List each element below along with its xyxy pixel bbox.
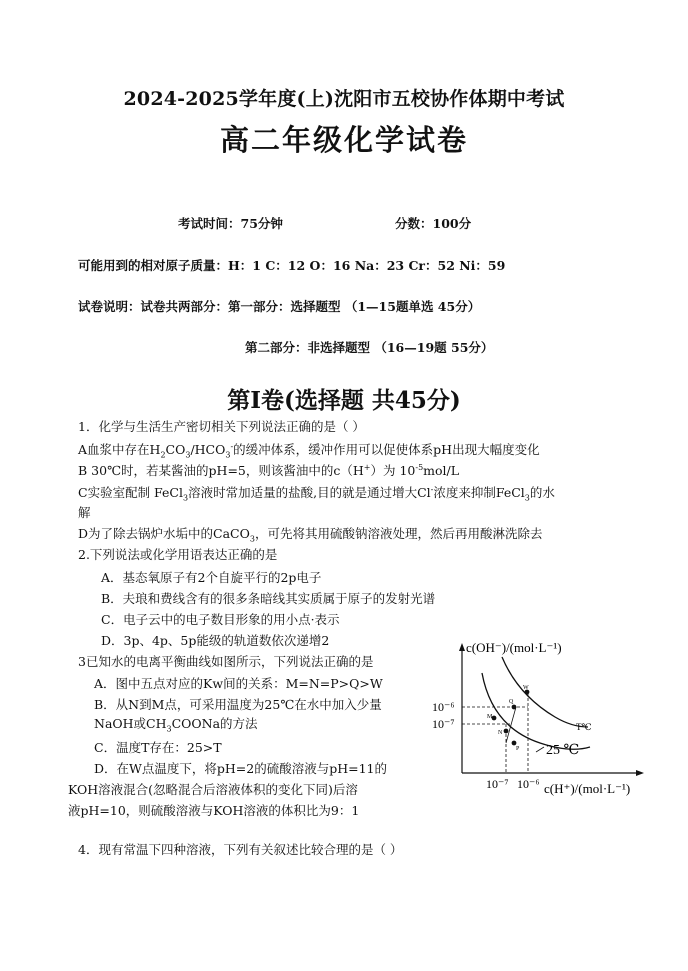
point-m-label: M bbox=[487, 714, 493, 720]
curve-25c bbox=[482, 673, 590, 749]
water-ionization-diagram bbox=[420, 635, 660, 800]
exam-title: 2024-2025学年度(上)沈阳市五校协作体期中考试 bbox=[123, 88, 565, 110]
q3-option-c: C．温度T存在：25>T bbox=[94, 740, 222, 755]
q3-option-d: D．在W点温度下，将pH=2的硫酸溶液与pH=11的 bbox=[94, 761, 387, 776]
x-tick-high: 10⁻⁶ bbox=[517, 777, 540, 791]
curve-t bbox=[502, 657, 588, 727]
point-p bbox=[512, 741, 517, 746]
q1-option-c: C实验室配制 FeCl$_3$溶液时常加适量的盐酸,目的就是通过增大Cl-浓度来抑制FeCl$_3$的水 bbox=[78, 484, 555, 503]
paper-description-part2: 第二部分：非选择题型 （16—19题 55分） bbox=[245, 340, 494, 355]
q1-option-c-continued: 解 bbox=[78, 505, 91, 520]
q3-option-a: A．图中五点对应的Kw间的关系：M=N=P>Q>W bbox=[94, 676, 383, 691]
q3-option-b: B．从N到M点，可采用温度为25℃在水中加入少量 bbox=[94, 697, 382, 712]
atomic-masses: 可能用到的相对原子质量：H：1 C：12 O：16 Na：23 Cr：52 Ni：59 bbox=[78, 258, 506, 273]
y-axis-label: c(OH⁻)/(mol·L⁻¹) bbox=[466, 640, 562, 655]
q3-stem: 3已知水的电离平衡曲线如图所示，下列说法正确的是 bbox=[78, 654, 374, 669]
paper-title: 高二年级化学试卷 bbox=[219, 123, 468, 157]
point-n bbox=[504, 729, 509, 734]
point-w-label: W bbox=[523, 685, 529, 691]
q3-option-b-continued: NaOH或$CH_3COONa$的方法 bbox=[94, 716, 258, 734]
point-n-label: N bbox=[498, 730, 503, 736]
x-tick-low: 10⁻⁷ bbox=[486, 777, 509, 791]
q1-option-b: B 30℃时，若某酱油的pH=5，则该酱油中的c（H+）为 $10^{-5}mol/L$ bbox=[78, 462, 460, 478]
paper-description-part1: 试卷说明：试卷共两部分：第一部分：选择题型 （1—15题单选 45分） bbox=[78, 299, 481, 314]
q3-option-d-line2: KOH溶液混合(忽略混合后溶液体积的变化下同)后溶 bbox=[68, 782, 358, 797]
curve-25c-label: 25 ℃ bbox=[546, 743, 580, 758]
q2-option-a: A．基态氧原子有2个自旋平行的2p电子 bbox=[101, 570, 322, 585]
y-axis-arrow bbox=[459, 643, 465, 651]
q4-stem: 4．现有常温下四种溶液，下列有关叙述比较合理的是（ ） bbox=[78, 842, 403, 857]
q2-option-b: B．夫琅和费线含有的很多条暗线其实质属于原子的发射光谱 bbox=[101, 591, 436, 606]
x-axis-arrow bbox=[636, 770, 644, 776]
exam-score: 分数：100分 bbox=[395, 216, 472, 231]
q1-option-d: D为了除去锅炉水垢中的CaCO$_3$，可先将其用硫酸钠溶液处理，然后再用酸淋洗除去 bbox=[78, 526, 543, 544]
curve-t-label: T℃ bbox=[576, 722, 592, 732]
point-p-label: P bbox=[516, 746, 520, 752]
segment-n-w bbox=[506, 707, 516, 743]
x-axis-label: c(H⁺)/(mol·L⁻¹) bbox=[544, 781, 631, 796]
point-q-label: Q bbox=[509, 699, 514, 705]
y-tick-low: 10⁻⁷ bbox=[432, 717, 455, 731]
q1-stem: 1．化学与生活生产密切相关下列说法正确的是（ ） bbox=[78, 419, 365, 434]
point-q bbox=[512, 705, 517, 710]
y-tick-high: 10⁻⁶ bbox=[432, 700, 455, 714]
q2-option-c: C．电子云中的电子数目形象的用小点·表示 bbox=[101, 612, 340, 627]
q2-option-d: D．3p、4p、5p能级的轨道数依次递增2 bbox=[101, 633, 330, 648]
q1-option-a: A血浆中存在$H_2CO_3/HCO_3^-$的缓冲体系，缓冲作用可以促使体系pH出现大幅度变化 bbox=[78, 441, 540, 460]
q3-option-d-line3: 液pH=10，则硫酸溶液与KOH溶液的体积比为9：1 bbox=[68, 803, 360, 818]
leader-25c bbox=[536, 747, 544, 752]
q2-stem: 2.下列说法或化学用语表达正确的是 bbox=[78, 547, 278, 562]
exam-time: 考试时间：75分钟 bbox=[178, 216, 283, 231]
section-title: 第Ⅰ卷(选择题 共45分) bbox=[227, 387, 461, 414]
